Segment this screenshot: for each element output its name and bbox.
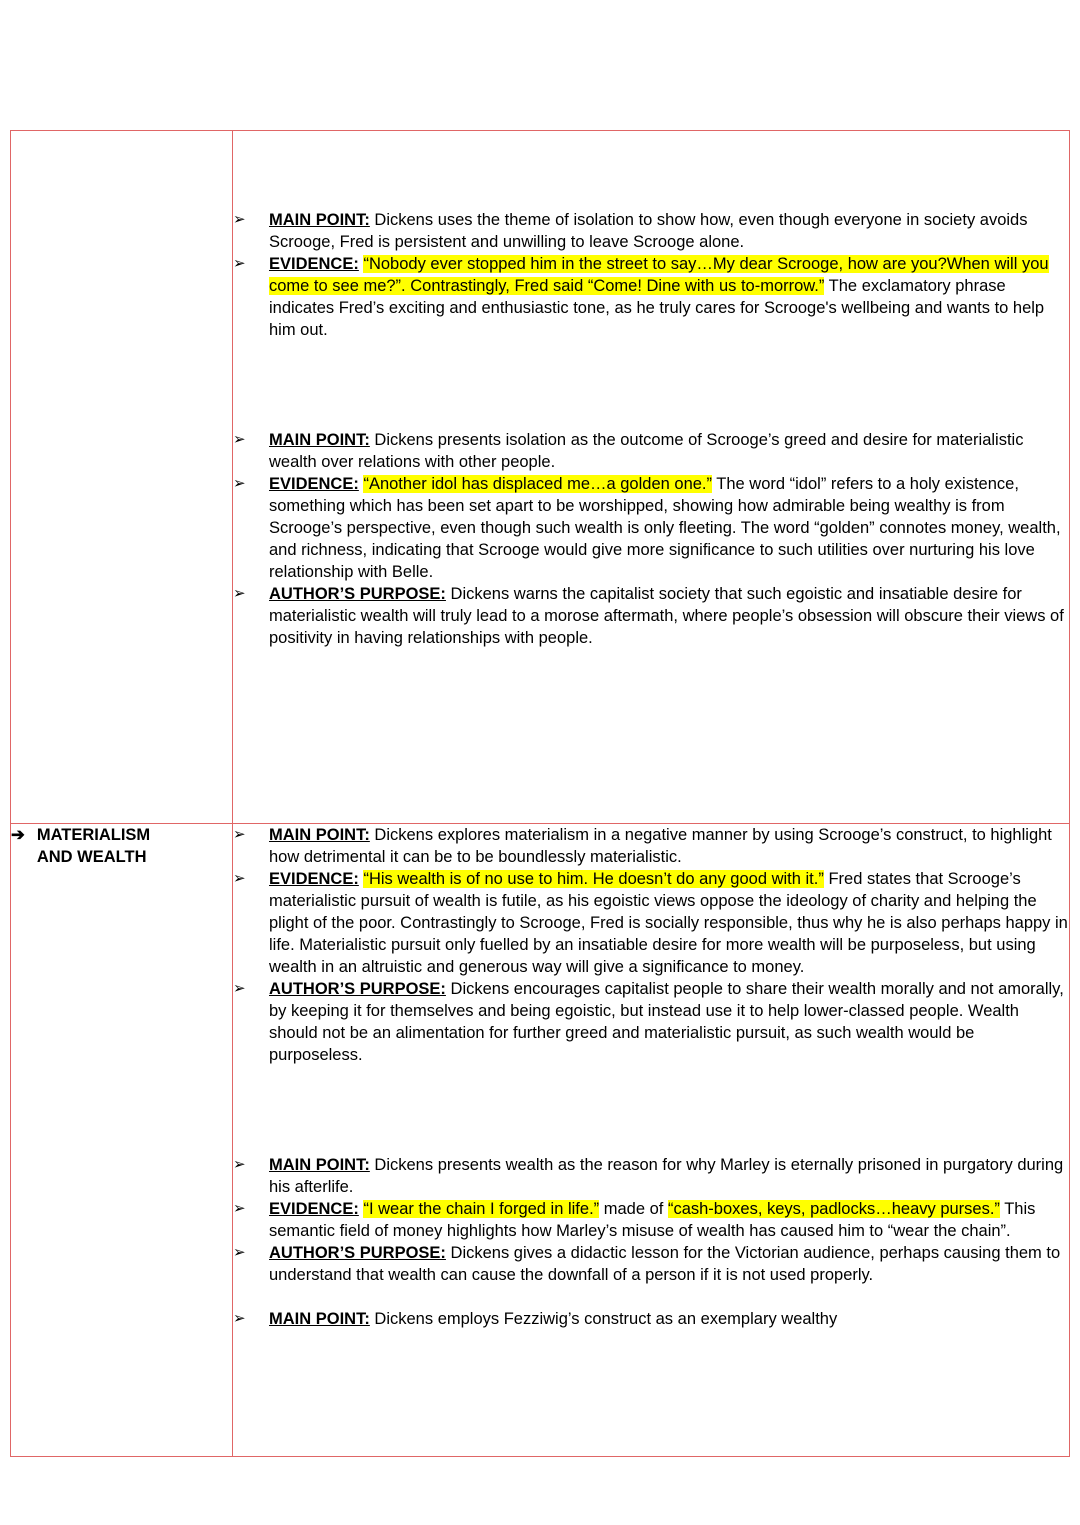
text-segment: The exclamatory phrase indicates Fred’s exciting and enthusiastic tone, as he truly cares for Scrooge's wellbeing and wants to help him out. <box>269 277 1045 339</box>
bullet-item <box>233 209 1069 253</box>
bullet-label: MAIN POINT: <box>269 431 370 449</box>
table-row <box>11 131 1070 824</box>
text-segment: Dickens presents isolation as the outcome of Scrooge’s greed and desire for materialistic wealth over relations with other people. <box>269 431 1024 471</box>
bullet-label: AUTHOR’S PURPOSE: <box>269 1244 446 1262</box>
bullet-arrow-icon: ➢ <box>233 1310 246 1327</box>
highlighted-quote: “Another idol has displaced me…a golden one.” <box>363 475 712 493</box>
bullet-arrow-icon: ➢ <box>233 1156 246 1173</box>
spacer <box>233 341 1069 429</box>
bullet-arrow-icon: ➢ <box>233 431 246 448</box>
text-segment: The word “idol” refers to a holy existence, something which has been set apart to be worshipped, showing how admirable being wealthy is from Scrooge’s perspective, even though such wealth is only fleeting. The word “golden” connotes money, wealth, and richness, indicating that Scrooge would give more significance to such utilities over nurturing his love relationship with Belle. <box>269 475 1061 581</box>
bullet-item <box>233 1242 1069 1286</box>
bullet-item <box>233 583 1069 649</box>
theme-cell <box>11 824 233 1457</box>
text-segment: Dickens encourages capitalist people to share their wealth morally and not amorally, by keeping it for themselves and being egoistic, but instead use it to help lower-classed people. Wealth should not be an alimentation for further greed and materialistic pursuit, as such wealth would be purposeless. <box>269 980 1064 1064</box>
text-segment: made of <box>599 1200 668 1218</box>
bullet-label: EVIDENCE: <box>269 255 359 273</box>
bullet-item <box>233 253 1069 341</box>
highlighted-quote: “His wealth is of no use to him. He doesn’t do any good with it.” <box>363 870 824 888</box>
highlighted-quote: “cash-boxes, keys, padlocks…heavy purses.” <box>667 1200 1000 1218</box>
bullet-label: EVIDENCE: <box>269 870 359 888</box>
bullet-arrow-icon: ➢ <box>233 211 246 228</box>
bullet-arrow-icon: ➢ <box>233 1244 246 1261</box>
text-segment: Dickens uses the theme of isolation to show how, even though everyone in society avoids Scrooge, Fred is persistent and unwilling to leave Scrooge alone. <box>269 211 1028 251</box>
bullet-label: MAIN POINT: <box>269 1156 370 1174</box>
highlighted-quote: “I wear the chain I forged in life.” <box>363 1200 600 1218</box>
bullet-arrow-icon: ➢ <box>233 1200 246 1217</box>
spacer <box>233 1066 1069 1154</box>
bullet-label: AUTHOR’S PURPOSE: <box>269 585 446 603</box>
bullet-label: MAIN POINT: <box>269 826 370 844</box>
bullet-list <box>233 209 1069 649</box>
bullet-item <box>233 824 1069 868</box>
bullet-item <box>233 429 1069 473</box>
theme-cell <box>11 131 233 824</box>
content-cell <box>233 131 1070 824</box>
text-segment: Dickens warns the capitalist society that such egoistic and insatiable desire for materialistic wealth will truly lead to a morose aftermath, where people’s obsession will obscure their views of positivity in having relationships with people. <box>269 585 1064 647</box>
bullet-label: EVIDENCE: <box>269 1200 359 1218</box>
arrow-icon: ➔ <box>11 826 25 844</box>
bullet-label: AUTHOR’S PURPOSE: <box>269 980 446 998</box>
content-cell <box>233 824 1070 1457</box>
bullet-item <box>233 1308 1069 1330</box>
bullet-arrow-icon: ➢ <box>233 870 246 887</box>
bullet-item <box>233 473 1069 583</box>
text-segment: Dickens presents wealth as the reason for why Marley is eternally prisoned in purgatory during his afterlife. <box>269 1156 1064 1196</box>
text-segment: This semantic field of money highlights how Marley’s misuse of wealth has caused him to “wear the chain”. <box>269 1200 1036 1240</box>
bullet-list <box>233 824 1069 1330</box>
text-segment: Fred states that Scrooge’s materialistic pursuit of wealth is futile, as his egoistic views oppose the ideology of charity and helping the plight of the poor. Contrastingly to Scrooge, Fred is socially responsible, thus why he is also perhaps happy in life. Materialistic pursuit only fuelled by an insatiable desire for more wealth will be purposeless, but using wealth in an altruistic and generous way will give a significance to money. <box>269 870 1068 976</box>
bullet-item <box>233 978 1069 1066</box>
bullet-label: MAIN POINT: <box>269 211 370 229</box>
bullet-arrow-icon: ➢ <box>233 980 246 997</box>
bullet-item <box>233 868 1069 978</box>
bullet-label: MAIN POINT: <box>269 1310 370 1328</box>
bullet-label: EVIDENCE: <box>269 475 359 493</box>
theme-label <box>11 824 232 868</box>
theme-title: MATERIALISM AND WEALTH <box>36 826 151 866</box>
text-segment: Dickens explores materialism in a negative manner by using Scrooge’s construct, to highlight how detrimental it can be to be boundlessly materialistic. <box>269 826 1052 866</box>
spacer <box>233 1286 1069 1308</box>
bullet-arrow-icon: ➢ <box>233 585 246 602</box>
bullet-arrow-icon: ➢ <box>233 475 246 492</box>
text-segment: Dickens gives a didactic lesson for the Victorian audience, perhaps causing them to understand that wealth can cause the downfall of a person if it is not used properly. <box>269 1244 1061 1284</box>
themes-table-body <box>11 131 1070 1457</box>
bullet-item <box>233 1154 1069 1198</box>
text-segment: Dickens employs Fezziwig’s construct as an exemplary wealthy <box>369 1310 838 1328</box>
bullet-item <box>233 1198 1069 1242</box>
themes-table <box>10 130 1070 1457</box>
table-row <box>11 824 1070 1457</box>
highlighted-quote: “Nobody ever stopped him in the street to say…My dear Scrooge, how are you?When will you come to see me?”. Contrastingly, Fred said “Come! Dine with us to-morrow.” <box>269 255 1049 295</box>
bullet-arrow-icon: ➢ <box>233 826 246 843</box>
bullet-arrow-icon: ➢ <box>233 255 246 272</box>
